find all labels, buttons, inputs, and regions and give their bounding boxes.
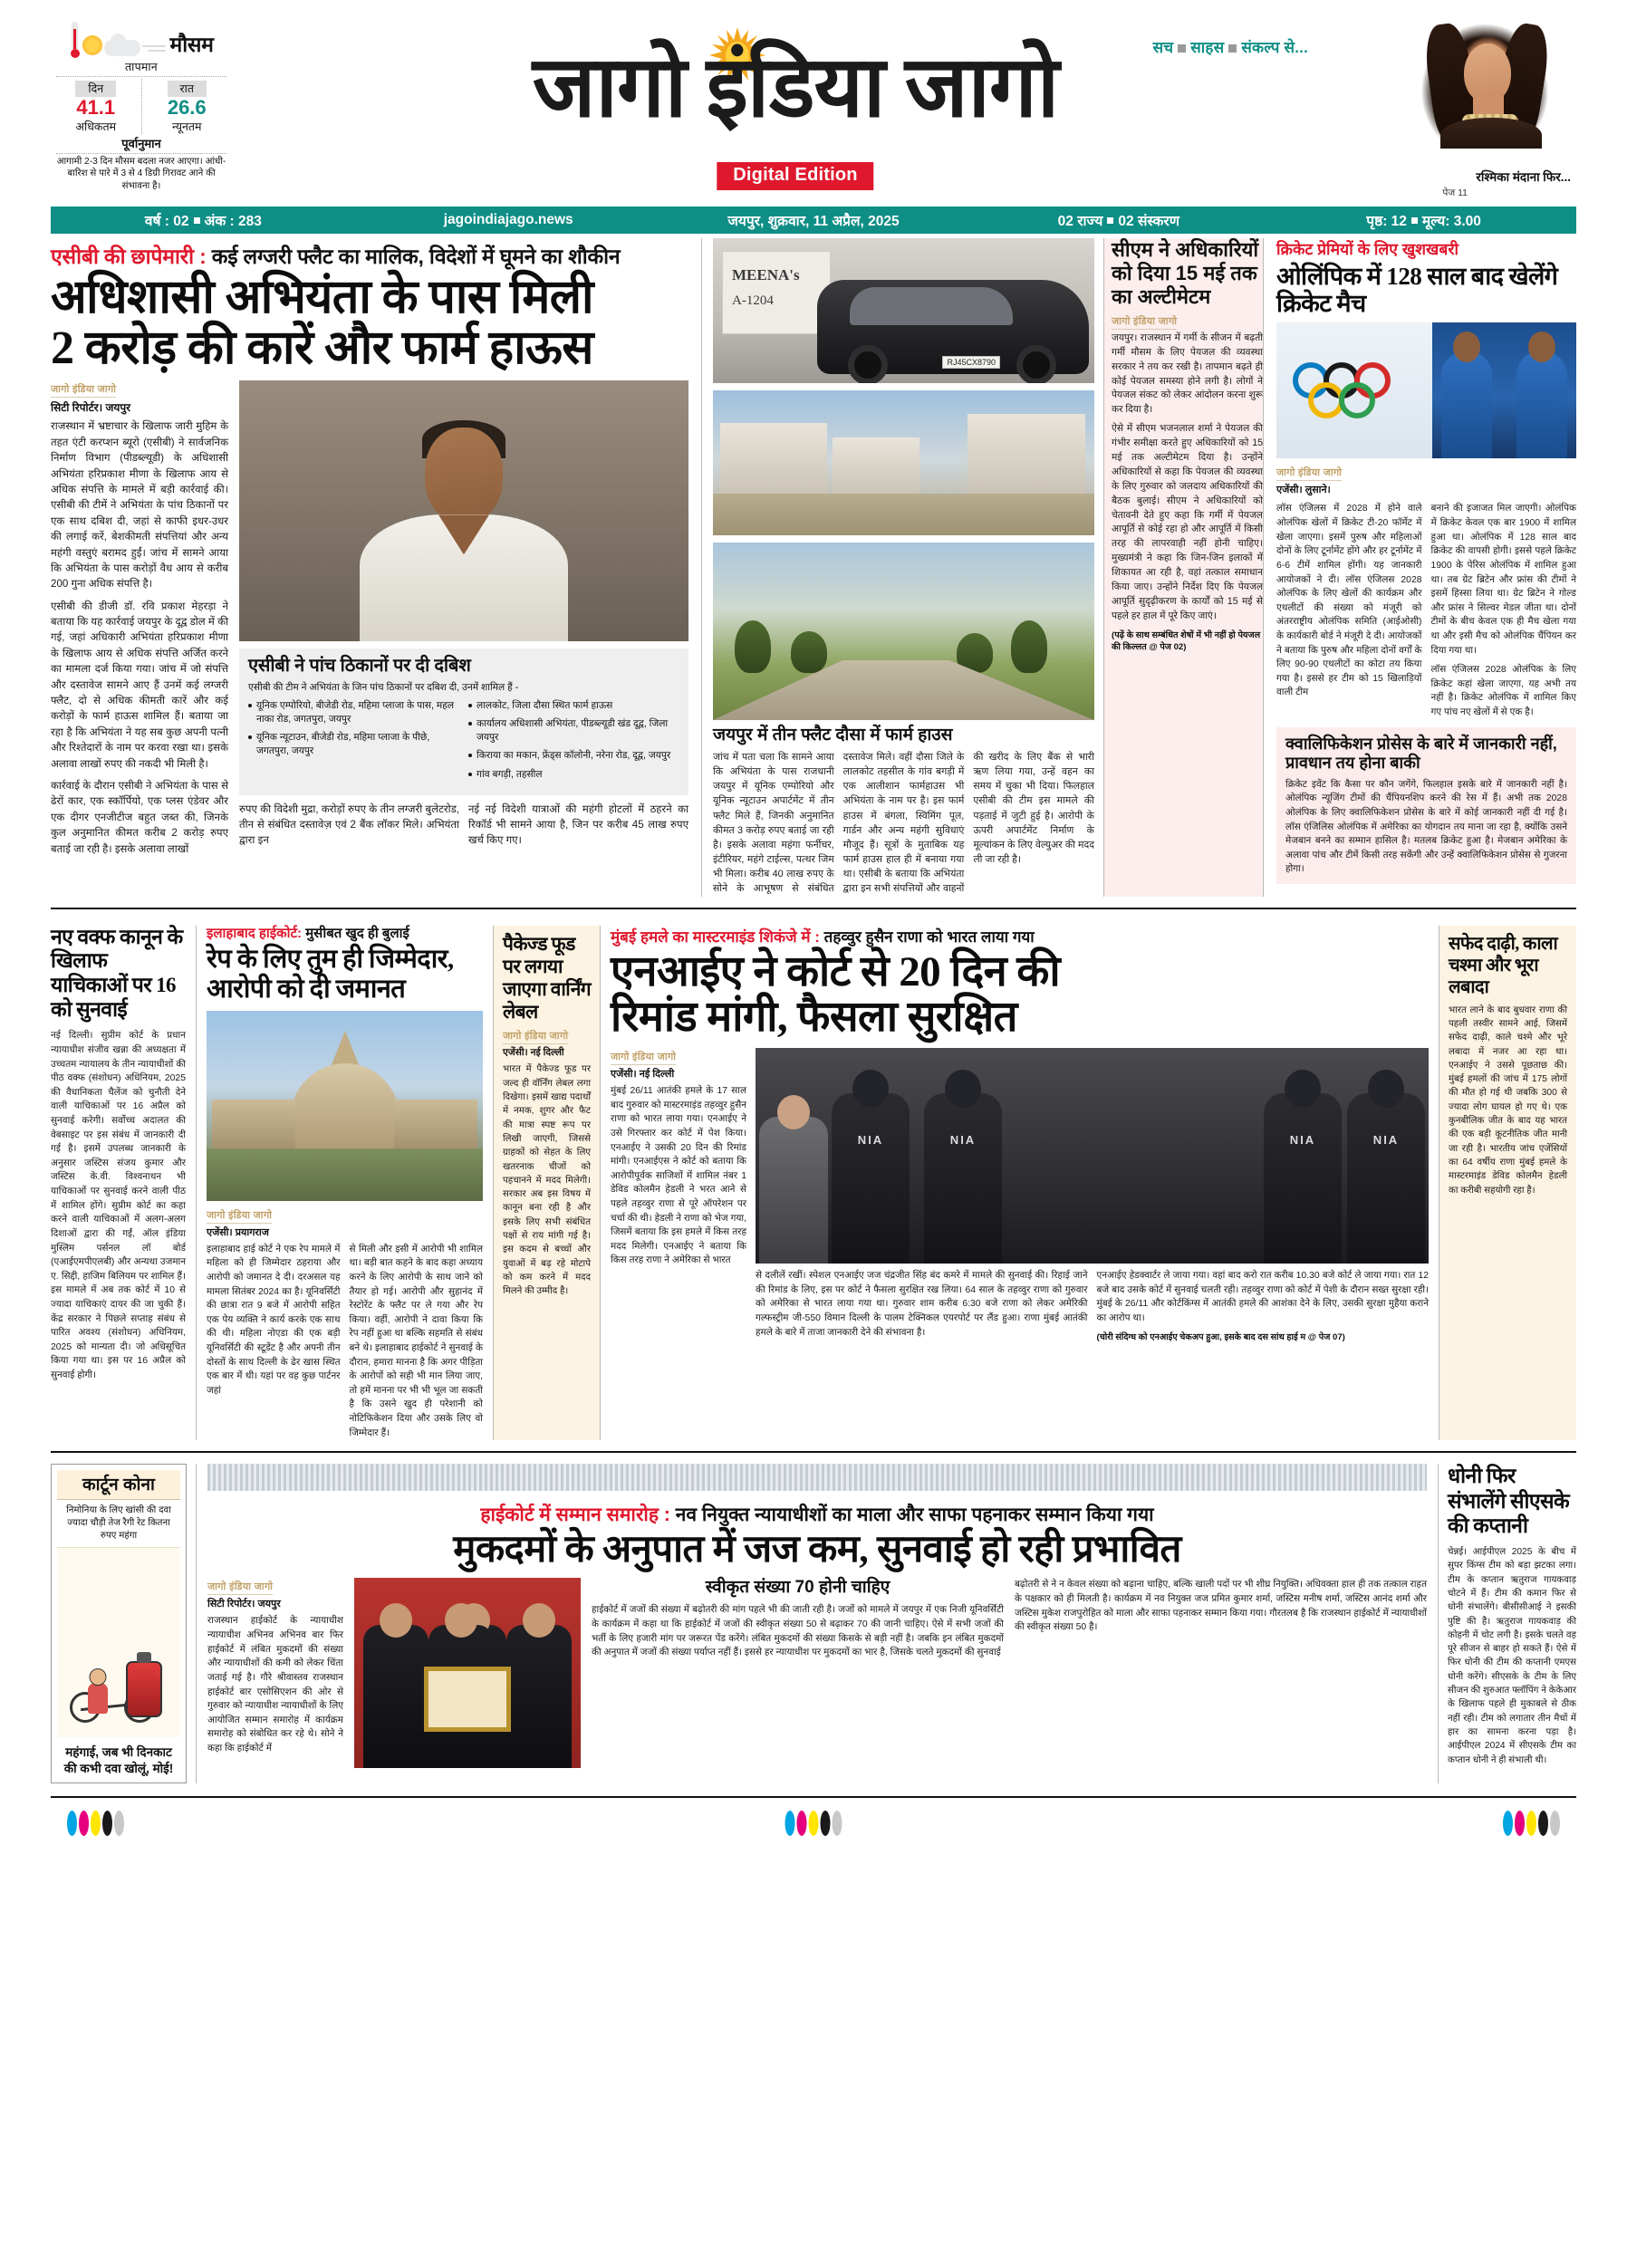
forecast-title: पूर्वानुमान xyxy=(121,136,161,150)
edition-info xyxy=(966,210,1271,230)
cartoon-section xyxy=(51,1464,196,1783)
page-title: जागो इंडिया जागो xyxy=(532,41,1059,135)
lead-paragraph-1: राजस्थान में भ्रष्टाचार के खिलाफ जारी मुहिम के तहत एंटी करप्शन ब्यूरो (एसीबी) ने सार्वजनिक निर्माण विभाग (पीडब्ल्यूडी) के अधिशासी अभियंता हरिप्रकाश मीणा के खिलाफ आय से अधिक संपत्ति के मामले में बड़ी कार्रवाई की। एसीबी की टीमें ने अभियंता के पांच ठिकानों पर एक साथ दबिश दी, जहां से काफी इधर-उधर की लगाई करें, बेशकीमती संपत्तियां और अन्य महंगी वस्तुएं बरामद हुईं। जांच में सामने आया कि अभियंता के पास करोड़ों वैध आय से करीब 200 गुना अधिक संपत्ति है। xyxy=(51,420,228,591)
lead-text-column xyxy=(51,380,228,857)
cyan-mark-icon xyxy=(67,1811,77,1836)
byline-brand: जागो इंडिया जागो xyxy=(503,1029,568,1044)
magenta-mark-icon xyxy=(1515,1811,1525,1836)
color-registration-marks-right xyxy=(1503,1811,1560,1836)
allahabad-headline: रेप के लिए तुम ही जिम्मेदार, आरोपी को दी जमानत xyxy=(207,944,454,1004)
celebrity-caption: रश्मिका मंदाना फिर... xyxy=(1476,170,1571,184)
gray-mark-icon xyxy=(114,1811,124,1836)
nia-kicker-highlight: मुंबई हमले का मास्टरमाइंड शिकंजे में : xyxy=(611,927,820,946)
honor-ceremony-photo xyxy=(354,1578,581,1768)
cartoon-caption: निमोनिया के लिए खांसी की दवा ज्यादा चौड़ी तेज रैगी रेट कितना रुपए महंगा xyxy=(66,1505,171,1541)
color-registration-marks-left xyxy=(67,1811,124,1836)
hc-kicker-highlight: हाईकोर्ट में सम्मान समारोह : xyxy=(480,1504,670,1526)
cm-headline: सीएम ने अधिकारियों को दिया 15 मई तक का अल्टीमेटम xyxy=(1112,238,1259,308)
raid-locations-box xyxy=(239,649,688,794)
temperature-label: तापमान xyxy=(125,61,158,73)
allahabad-kicker-text: मुसीबत खुद ही बुलाई xyxy=(305,925,409,941)
yellow-mark-icon xyxy=(809,1811,819,1836)
hc-kicker-text: नव नियुक्त न्यायाधीशों का माला और साफा पहनाकर सम्मान किया गया xyxy=(675,1504,1154,1526)
place-date: जयपुर, शुक्रवार, 11 अप्रैल, 2025 xyxy=(727,214,900,229)
nia-paragraph-2: से दलीलें रखीं। स्पेशल एनआईए जज चंद्रजीत सिंह बंद कमरे में मामले की सुनवाई की। रिहाई जाने की रिमांड के लिए, इस पर कोर्ट ने फैसला सुरक्षित रख लिया। 64 साल के तहव्वुर राणा को गुरुवार को अमेरिका से भारत लाया गया था। गुरुवार शाम करीब 6:30 बजे राणा को लेकर अमेरिकी गल्फस्ट्रीम जी-550 विमान दिल्ली के पालम टेक्निकल एयरपोर्ट पर लैंड हुआ। राणा मुंबई आतंकी हमले के बारे में ताजा जानकारी देने की संभावना है। xyxy=(756,1271,1088,1338)
official-photo xyxy=(239,380,688,641)
weather-title: मौसम xyxy=(169,33,214,56)
award-frame xyxy=(424,1667,511,1732)
rail-paragraph-3: लॉस एंजिलस 2028 ओलंपिक के लिए क्रिकेट कहां खेला जाएगा, यह अभी तय नहीं है। क्रिकेट ओलंपिक में शामिल किए गए पांच नए खेलों में से एक है। xyxy=(1430,665,1576,717)
rail-column-2 xyxy=(1431,502,1577,719)
night-sub-label: न्यूनतम xyxy=(172,120,202,133)
list-item: कार्यालय अधिशासी अभियंता, पीडब्ल्यूडी खंड दूद्व, जिला जयपुर xyxy=(468,717,679,745)
secondary-photo-group xyxy=(713,238,1094,897)
cartoon-rider xyxy=(88,1683,108,1714)
temperature-columns xyxy=(51,79,232,134)
farm-body-text: जांच में पता चला कि सामने आया कि अभियंता के पास राजधानी जयपुर में यूनिक एम्पोरियो और यूनिक न्यूटाउन अपार्टमेंट में तीन फ्लैट मिले हैं, जिनकी अनुमानित कीमत 3 करोड़ रुपए बताई जा रही है। इसके अलावा महंगा फर्नीचर, इंटीरियर, महंगे टाईल्स, पत्थर जिम भी मिला। करीब 40 लाख रुपए के सोने के आभूषण से संबंधित दस्तावेज मिले। वहीं दौसा जिले के लालकोट तहसील के गांव बगड़ी में एक आलीशान फार्महाउस भी अभियंता के नाम पर है। इस फार्म हाउस में बंगला, स्विमिंग पूल, गार्डन और अन्य महंगी सुविधाएं मौजूद हैं। सूत्रों के मुताबिक यह फार्म हाउस हाल ही में बनाया गया था। एसीबी के बताया कि अभियंता द्वारा इन सभी संपत्तियों और वाहनों की खरीद के लिए बैंक से भारी ऋण लिया गया, उन्हें वहन का समय में चुका भी दिया। फिलहाल एसीबी की टीम इस मामले की पड़ताई में जुटी हुई है। आरोपी के ऊपरी अपार्टमेंट निर्माण के मूल्यांकन के लिए वेल्युअर की मदद ली जा रही है। xyxy=(713,751,1094,895)
raid-list-column-2 xyxy=(468,699,679,785)
hc-content-row xyxy=(207,1578,1427,1768)
nia-byline: एजेंसी। नई दिल्ली xyxy=(611,1069,675,1081)
cm-ultimatum-column xyxy=(1103,238,1263,897)
night-label: रात xyxy=(168,81,207,97)
color-registration-marks-center xyxy=(785,1811,842,1836)
allahabad-paragraph-2: से मिली और इसी में आरोपी भी शामिल था। बड़ी बात कहने के बाद कहा अध्याय करने के लिए आरोपी के साथ जाने को तैयार हो गई। आरोपी और सुहानंद में रेस्टोरेंट के फ्लैट पर ले गया और रेप किया। वहीं, आरोपी ने दावा किया कि रेप नहीं हुआ था बल्कि सहमति से संबंध बने थे। इलाहाबाद हाईकोर्ट ने सुनवाई के दौरान, हमारा मानना है कि अगर पीड़िता के आरोपों को सही भी मान लिया जाए, तो हमें मानना पर भी भी भूल जा सकती है कि उसने खुद ही परेशानी को नोटिफिकेशन दिया और उसके लिए वो जिम्मेदार हैं। xyxy=(349,1244,483,1438)
lead-continuation-1: रुपए की विदेशी मुद्रा, करोड़ों रुपए के तीन लग्जरी बुलेटरोड, तीन से संबंधित दस्तावेज़ एवं 2 बैंक लॉकर मिले। अभियंता द्वारा इन xyxy=(239,802,459,847)
allahabad-kicker-highlight: इलाहाबाद हाईकोर्ट: xyxy=(207,925,303,941)
byline-brand: जागो इंडिया जागो xyxy=(207,1580,273,1595)
packaged-body: भारत में पैकेज्ड फूड पर जल्द ही वॉर्निंग लेबल लगा दिखेगा। इसमें खाद्य पदार्थों में नमक, शुगर और फैट की मात्रा स्पष्ट रूप पर लिखी जाएगी, जिससे ग्राहकों को सेहत के लिए खतरनाक चीजों को पहचानने में मदद मिलेगी। सरकार अब इस विषय में कानून बना रही है और इसके लिए सभी संबंधित पक्षों से राय मांगी गई है। इस कदम से बच्चों और युवाओं में बढ़ रहे मोटापे को कम करने में मदद मिलने की उम्मीद है। xyxy=(503,1064,591,1297)
lead-kicker-text: कई लग्जरी फ्लैट का मालिक, विदेशों में घूमने का शौकीन xyxy=(211,245,621,268)
nia-kicker-text: तहव्वुर हुसैन राणा को भारत लाया गया xyxy=(823,927,1035,946)
olympics-cricket-photo xyxy=(1276,322,1576,458)
hc-headline: मुकदमों के अनुपात में जज कम, सुनवाई हो रही प्रभावित xyxy=(453,1529,1181,1571)
allahabad-paragraph-1: इलाहाबाद हाई कोर्ट ने एक रेप मामले में महिला को ही जिम्मेदार ठहराया और आरोपी को जमानत दे दी। दरअसल यह मामला सितंबर 2024 का है। यूनिवर्सिटी की छात्रा रात 9 बजे में आरोपी सहित एक पेय व्यक्ति ने कार्य करके एक साथ की थी। महिला नोएडा की एक बड़ी यूनिवर्सिटी की स्टूडेंट है और अपनी तीन दोस्तों के साथ दिल्ली के ढेर खास स्थित एक बार में थी। यहां पर वह कुछ पार्टनर जहां xyxy=(207,1244,341,1396)
allahabad-story xyxy=(196,926,493,1441)
bottom-band xyxy=(51,1464,1576,1783)
raid-box-subtitle: एसीबी की टीम ने अभियंता के जिन पांच ठिकानों पर दबिश दी, उनमें शामिल हैं - xyxy=(248,681,519,693)
waqf-story xyxy=(51,926,196,1441)
divider xyxy=(56,153,226,154)
dhoni-body: चेन्नई। आईपीएल 2025 के बीच में सुपर किंग्स टीम को बड़ा झटका लगा। टीम के कप्तान ऋतुराज गायकवाड़ चोटने में हैं। टीम की कमान फिर से धोनी संभालेंगे। बीसीसीआई ने इसकी पुष्टि की है। ऋतुराज गायकवाड़ की कोहनी में चोट लगी है। इसके चलते वह पूरे सीजन से बाहर हो सकते हैं। ऐसे में फिर धोनी की टीम की कप्तानी एमएस धोनी करेंगे। सीएसके के टीम के लिए सीजन की शुरुआत फ्लॉपिंग ने केकेआर के खिलाफ पहले ही मुकाबले से ठीक नहीं रही। टीम को लगातार तीन मैचों में हार का सामना करना पड़ा है। आईपीएल 2024 में सीएसके टीम का कप्तान धोनी ने ही संभाली थी। xyxy=(1448,1547,1576,1765)
sign-unit-text: A-1204 xyxy=(732,293,774,308)
black-mark-icon xyxy=(1538,1811,1548,1836)
website-url[interactable]: jagoindiajago.news xyxy=(443,212,573,227)
tagline-part-3: संकल्प से... xyxy=(1241,39,1308,56)
lead-paragraph-3: कार्रवाई के दौरान एसीबी ने अभियंता के पास से ढेरों कार, एक स्कॉर्पियो, एक प्लस एंडेवर और एक दीगर एनजीटीज बहुत जब्त की, जिनके कुल अनुमानित कीमत करीब 2 करोड़ रुपए बताई जा रही है। इसके अलावा लाखों xyxy=(51,779,228,855)
hc-paragraph-1: राजस्थान हाईकोर्ट के न्यायाधीश न्यायाधीश अभिनव अभिनव बार फिर हाईकोर्ट में लंबित मुकदमों की संख्या और न्यायाधीशों की कमी को लेकर चिंता जताई गई है। गौरे श्रीवास्तव राजस्थान हाईकोर्ट बार एसोसिएशन की ओर से गुरुवार को न्यायाधीश न्यायाधीशों के लिए आयोजित सम्मान समारोह में कार्यक्रम समारोह को संबोधित कर रहे थे। सोने ने कहा कि हाईकोर्ट में xyxy=(207,1616,343,1754)
divider xyxy=(56,76,226,77)
allahabad-byline-block xyxy=(207,1206,483,1239)
raid-location-lists xyxy=(248,699,679,785)
day-temperature xyxy=(51,79,141,134)
yellow-mark-icon xyxy=(91,1811,101,1836)
hc-text-column xyxy=(207,1578,343,1768)
cartoon-artwork xyxy=(57,1547,180,1737)
nia-paragraph-3: एनआईए हेडक्वार्टर ले जाया गया। वहां बाद करो रात करीब 10.30 बजे कोर्ट ले जाया गया। रात 12 बजे बाद उसके कोर्ट में सुनवाई चलती रही। तहव्वुर राणा को कोर्ट में पेशी के दौरान सख्त सुरक्षा रही। मुंबई के 26/11 और कोर्टकिंग्स में आतंकी हमले की आशंका देने के लिए, उसकी सुरक्षा मुहैया कराने का आरोप था। xyxy=(1096,1271,1429,1323)
olympic-rings-icon xyxy=(1276,322,1432,458)
byline-brand: जागो इंडिया जागो xyxy=(1276,466,1342,481)
byline: सिटी रिपोर्टर। जयपुर xyxy=(51,401,131,415)
weather-icon-row xyxy=(51,18,232,58)
edition-info-bar xyxy=(51,207,1576,234)
night-value: 26.6 xyxy=(167,96,207,119)
right-rail xyxy=(1263,238,1576,897)
wind-icon xyxy=(142,43,166,54)
high-court-honor-story xyxy=(196,1464,1439,1783)
tagline-part-1: सच xyxy=(1152,39,1174,56)
page-footer xyxy=(51,1796,1576,1860)
hc-column-right xyxy=(1015,1578,1427,1768)
gas-cylinder-icon xyxy=(126,1661,162,1717)
qualification-box-title: क्वालिफिकेशन प्रोसेस के बारे में जानकारी नहीं, प्रावधान तय होना बाकी xyxy=(1285,734,1557,773)
high-court-photo xyxy=(207,1011,483,1201)
yellow-mark-icon xyxy=(1526,1811,1536,1836)
black-mark-icon xyxy=(102,1811,112,1836)
lead-continuation-2: नई नई विदेशी यात्राओं की महंगी होटलों में ठहरने का रिकॉर्ड भी सामने आया है, जिन पर करीब 45 लाख रुपए खर्च किए गए। xyxy=(468,802,688,847)
magenta-mark-icon xyxy=(79,1811,89,1836)
page-count: पृष्ठ: 12 xyxy=(1366,214,1407,229)
nia-text-column xyxy=(611,1048,746,1341)
digital-edition-badge: Digital Edition xyxy=(717,162,873,190)
cartoon-title: कार्टून कोना xyxy=(57,1470,180,1500)
list-item: यूनिक न्यूटाउन, बीजेडी रोड, महिमा प्लाजा के पीछे, जगतपुरा, जयपुर xyxy=(248,731,459,758)
square-bullet-icon xyxy=(194,217,200,224)
allahabad-kicker xyxy=(207,926,483,945)
masthead xyxy=(51,13,1576,205)
farm-house-photo xyxy=(713,543,1094,720)
lead-story xyxy=(51,238,701,897)
byline-brand: जागो इंडिया जागो xyxy=(51,382,116,398)
cartoon-speech-bubble: महंगाई, जब भी दिनकाट की कभी दवा खोलूं, मोई! xyxy=(63,1744,174,1775)
brand-block xyxy=(232,13,1359,205)
price: मूल्य: 3.00 xyxy=(1421,214,1481,229)
lead-paragraph-2: एसीबी की डीजी डॉ. रवि प्रकाश मेहरड़ा ने बताया कि यह कार्रवाई जयपुर के दूद्व डोल में की गई, जहां अधिकारी अभियंता हरिप्रकाश मीणा के खिलाफ आय से अधिक संपत्ति अर्जित करने का मामला दर्ज किया गया। जांच में जो संपत्ति और दस्तावेज सामने आए हैं उनमें कई लग्जरी फ्लैट, दो से अधिक कीमती कारें और कई करोड़ों के फार्म हाऊस शामिल हैं। बताया जा रहा है कि अभियंता ने यह सब कुछ अपनी पत्नी और रिश्तेदारों के नाम पर करवा रखा था। इसके अलावा लाखों रुपए की नकदी भी मिली है। xyxy=(51,600,228,770)
issue-number: अंक : 283 xyxy=(204,214,262,229)
black-mark-icon xyxy=(821,1811,831,1836)
hc-column-middle xyxy=(592,1578,1004,1768)
cyan-mark-icon xyxy=(1503,1811,1513,1836)
lead-secondary-column xyxy=(701,238,1263,897)
lead-headline-line-2: 2 करोड़ की कारें और फार्म हाऊस xyxy=(51,322,593,374)
forecast-text: आगामी 2-3 दिन मौसम बदला नजर आएगा। आंधी-बारिश से पारे में 3 से 4 डिग्री गिरावट आने की संभावना है। xyxy=(56,156,226,191)
lead-photo-column xyxy=(239,380,688,857)
dhoni-story xyxy=(1439,1464,1576,1783)
square-bullet-icon xyxy=(1107,217,1113,224)
edition-count: 02 संस्करण xyxy=(1118,214,1179,229)
square-bullet-icon xyxy=(1411,217,1418,224)
nia-headline-line-1: एनआईए ने कोर्ट से 20 दिन की xyxy=(611,947,1060,995)
car-number-plate: RJ45CX8790 xyxy=(942,356,1000,369)
waqf-headline: नए वक्फ कानून के खिलाफ याचिकाओं पर 16 को सुनवाई xyxy=(51,925,183,1021)
tagline-part-2: साहस xyxy=(1190,39,1225,56)
lead-body xyxy=(51,380,688,857)
states-count: 02 राज्य xyxy=(1057,214,1103,229)
car-photo xyxy=(713,238,1094,383)
nia-column-3 xyxy=(1097,1269,1430,1341)
nia-lower-columns xyxy=(756,1269,1429,1341)
weather-widget xyxy=(51,13,232,205)
cm-body: ऐसे में सीएम भजनलाल शर्मा ने पेयजल की गंभीर समीक्षा करते हुए अधिकारियों को 15 मई तक अल्टीमेटम दिया है। उन्होंने अधिकारियों से कहा कि पेयजल की व्यवस्था के लिए गुरुवार को जलदाय अधिकारियों की बैठक बुलाई। सीएम ने अधिकारियों को चेतावनी देते हुए कहा कि गर्मी में पेयजल आपूर्ति से कोई रहा हो और आपूर्ति में किसी तरह की लापरवाही नहीं होनी चाहिए। मुख्यमंत्री ने कहा कि जिन-जिन इलाकों में शिकायत आ रही है, वहां तत्काल समाधान किया जाए। उन्होंने निर्देश दिए कि पेयजल आपूर्ति सुदृढ़ीकरण के कार्यों को 15 मई से पहले हर हाल में पूरे किए जाएं। xyxy=(1112,423,1263,621)
waqf-body: नई दिल्ली। सुप्रीम कोर्ट के प्रधान न्यायाधीश संजीव खन्ना की अध्यक्षता में उच्चतम न्यायालय के तीन न्यायाधीशों की पीठ वक्फ (संशोधन) अधिनियम, 2025 की वैधानिकता चैलेंज को चुनौती देने वाली याचिकाओं पर 16 अप्रैल को सुनवाई करेगी। सर्वोच्च अदालत की वेबसाइट पर इस संबंध में जानकारी दी गई है। इसमें उपलब्ध जानकारी के अनुसार जस्टिस संजय कुमार और जस्टिस के.वी. विश्वनाथन भी याचिकाओं पर सुनवाई करने वाली पीठ में शामिल होंगे। सुप्रीम कोर्ट का कहा करने वाली याचिकाओं में अलग-अलग दिशाओं द्वारा की गईं, ऑल इंडिया मुस्लिम पर्सनल लॉ बोर्ड (एआईएमपीएलबी) और अन्यथा उजमान ए. सिद्दी, हाजिम बिलियम पर शामिल हैं। इस मामले में अब तक कोर्ट में 10 से ज्यादा याचिकाएं दायर की जा चुकी हैं। केंद्र सरकार ने पिछले सप्ताह संबंध से पारित अवश्य (संशोधन) अधिनियम, 2025 को मान्यता दी। जो अधिसूचित किया गया था। इस पर 16 अप्रैल को सुनवाई होगी। xyxy=(51,1031,186,1380)
thermometer-icon xyxy=(69,22,81,58)
raid-box-title: एसीबी ने पांच ठिकानों पर दी दबिश xyxy=(248,656,471,677)
nia-agents-photo: NIA NIA NIA NIA xyxy=(756,1048,1429,1264)
hc-paragraph-3: बढ़ोतरी से ने न केवल संख्या को बढ़ाना चाहिए, बल्कि खाली पदों पर भी शीघ्र नियुक्ति। अधिवक्ता हाल ही तक तत्काल राहत के पक्षकार को ही मिलती है। कार्यक्रम में नव नियुक्त जज प्रमित कुमार शर्मा, जस्टिस मनीष शर्मा, जस्टिस आनंद शर्मा और जस्टिस मुकेश राजपुरोहित को माला और साफा पहनाकर सम्मान किया गया। गौरतलब है कि राजस्थान हाईकोर्ट में न्यायाधीशों की स्वीकृत संख्या 50 है। xyxy=(1015,1580,1427,1633)
name-plate-sign xyxy=(722,251,831,334)
list-item: यूनिक एम्पोरियो, बीजेडी रोड, महिमा प्लाजा के पास, महल नाका रोड, जगतपुरा, जयपुर xyxy=(248,699,459,726)
allahabad-body-columns xyxy=(207,1243,483,1441)
night-temperature xyxy=(141,79,233,134)
rail-byline-block xyxy=(1276,464,1576,496)
rail-body-columns xyxy=(1276,502,1576,719)
allahabad-byline: एजेंसी। प्रयागराज xyxy=(207,1226,269,1238)
qualification-box xyxy=(1276,727,1576,884)
beard-body: भारत लाने के बाद बुधवार राणा की पहली तस्वीर सामने आई, जिसमें सफेद दाढ़ी, काले चश्मे और भूरे लबादा में नजर आ रहा था। एनआईए ने उससे पूछताछ की। मुंबई हमलों की जांच में 175 लोगों की मौत हो गई थी जबकि 300 से ज्यादा लोग घायल हो गए थे। एक कुनबीलिक जीत के बाद यह भारत की एक बड़ी कूटनीतिक जीत मानी जा रही है। भारतीय जांच एजेंसियों का 64 वर्षीय राणा मुंबई हमले के मास्टरमाइंड डेविड कोलमैन हेडली का करीबी सहयोगी रहा है। xyxy=(1449,1004,1567,1196)
secondary-photos-row xyxy=(713,238,1263,897)
cartoon-box xyxy=(51,1464,187,1783)
byline-brand: जागो इंडिया जागो xyxy=(207,1208,272,1224)
raid-list-column-1 xyxy=(248,699,459,785)
sign-brand-text: MEENA's xyxy=(732,266,800,284)
packaged-food-story xyxy=(493,926,600,1441)
nia-story xyxy=(600,926,1439,1441)
hc-photo-column xyxy=(354,1578,581,1768)
nia-kicker xyxy=(611,926,1429,949)
celebrity-promo[interactable] xyxy=(1359,13,1576,205)
hc-paragraph-2: हाईकोर्ट में जजों की संख्या में बढ़ोतरी की मांग पहले भी की जाती रही है। जजों को मामले में जयपुर में एक निजी यूनिवर्सिटी के कार्यक्रम में कहा था कि हाईकोर्ट में जजों की स्वीकृत संख्या 50 से बढ़ाकर 70 की जानी चाहिए। ऐसे में सभी जजों की भर्ती के लिए हजारी मांग पर जरूरत पेंड करेंगे। लंबित मुकदमों की संख्या किसके से बड़ी नहीं है। जबकि इन लंबित मुकदमों की अनुपात में जजों की संख्या पर्याप्त नहीं हैं। इससे हर न्यायाधीश पर मुकदमों का भार है, जिसके चलते मुकदमों की सुनवाई xyxy=(592,1605,1004,1658)
lead-kicker-highlight: एसीबी की छापेमारी : xyxy=(51,245,207,268)
byline-brand: जागो इंडिया जागो xyxy=(1112,314,1177,330)
day-sub-label: अधिकतम xyxy=(75,120,117,133)
hc-kicker xyxy=(207,1496,1427,1529)
gray-mark-icon xyxy=(833,1811,842,1836)
cm-page-ref: (पढ़ें के साथ सम्बंधित शेषों में भी नहीं हो पेयजल की किल्लत @ पेज 02) xyxy=(1112,629,1261,652)
nia-content-row xyxy=(611,1048,1429,1341)
celebrity-page-ref: पेज 11 xyxy=(1442,187,1468,198)
hc-byline: सिटी रिपोर्टर। जयपुर xyxy=(207,1599,281,1610)
cricketers-photo xyxy=(1432,322,1576,458)
volume-year: वर्ष : 02 xyxy=(144,214,189,229)
magenta-mark-icon xyxy=(797,1811,807,1836)
sun-icon xyxy=(82,35,102,55)
nia-page-ref: (चोरी संदिग्ध को एनआईए चेकअप हुआ, इसके बाद दस सांथ हाई म @ पेज 07) xyxy=(1096,1331,1345,1342)
beard-sidebar xyxy=(1439,926,1576,1441)
farm-caption: जयपुर में तीन फ्लैट दौसा में फार्म हाउस xyxy=(713,726,953,745)
dhoni-headline: धोनी फिर संभालेंगे सीएसके की कप्तानी xyxy=(1448,1465,1570,1538)
issue-info xyxy=(51,210,356,230)
cyan-mark-icon xyxy=(785,1811,795,1836)
nia-paragraph-1: मुंबई 26/11 आतंकी हमले के 17 साल बाद गुरुवार को मास्टरमाइंड तहव्वुर हुसैन राणा को भारत लाया गया। एनआईए ने उसे गिरफ्तार कर कोर्ट में पेश किया। एनआईए ने उसकी 20 दिन की रिमांड मांगी। एनआईएस ने कोर्ट को बताया कि आरोपीपूर्वक साजिशों में शामिल नंबर 1 डेविड कोलमैन हेडली ने भरत आने से पहले तहव्वुर राणा से पूरे ऑपरेशन पर चर्चा की थी। हेडली ने राणा को भेज गया, जिसमें बताया कि इस हमले में किस तरह मदद मिलेगी। एनआईए ने बताया कि किस तरह राणा ने अमेरिका से भारत xyxy=(611,1086,746,1266)
rail-kicker: क्रिकेट प्रेमियों के लिए खुशखबरी xyxy=(1276,240,1459,258)
rail-paragraph-1: लॉस एंजिलस में 2028 में होने वाले ओलंपिक खेलों में क्रिकेट टी-20 फॉर्मेट में खेला जाएगा। इसमें पुरुष और महिलाओं दोनों के लिए टूर्नामेंट होंगे और हर टूर्नामेंट में 6-6 टीमें शामिल होंगी। यह जानकारी आयोजकों ने दी। लॉस एंजिलस 2028 ओलंपिक के लिए खेलों की कार्यक्रम और एथलीटों की संख्या को मंजूरी को अंतरराष्ट्रीय ओलंपिक समिति (आईओसी) के कार्यकारी बोर्ड ने मंजूरी दे दी। आयोजकों ने बताया कि पुरुष और महिला दोनों वर्गों के लिए 90-90 एथलीटों का कोटा तय किया गया है। इससे हर टीम को 15 खिलाड़ियों वाली टीम xyxy=(1276,504,1422,698)
beard-headline: सफेद दाढ़ी, काला चश्मा और भूरा लबादा xyxy=(1449,933,1558,997)
packaged-headline: पैकेज्ड फूड पर लगया जाएगा वार्निंग लेबल xyxy=(503,932,591,1023)
byline-brand: जागो इंडिया जागो xyxy=(611,1050,676,1065)
rail-paragraph-2: बनाने की इजाजत मिल जाएगी। ओलंपिक में क्रिकेट केवल एक बार 1900 में शामिल हुआ था। ओलंपिक में 128 साल बाद क्रिकेट की वापसी होगी। इससे पहले क्रिकेट 1900 के पेरिस ओलंपिक में शामिल हुआ था। तब ग्रेट ब्रिटेन और फ्रांस की टीमों ने इसमें हिस्सा लिया था। ग्रेट ब्रिटेन ने गोल्ड और फ्रांस ने सिल्वर मेडल जीता था। दोनों टीमों के बीच केवल एक ही मैच खेला गया था और इसी मैच को ओलंपिक चैंपियन कर दिया गया था। xyxy=(1430,504,1576,656)
rail-headline: ओलिंपिक में 128 साल बाद खेलेंगे क्रिकेट मैच xyxy=(1276,263,1558,318)
list-item: किराया का मकान, फ्रेंड्स कॉलोनी, नरेना रोड, दूद्व, जयपुर xyxy=(468,749,679,763)
packaged-byline: एजेंसी। नई दिल्ली xyxy=(503,1047,564,1059)
decorative-hatch-bar xyxy=(207,1464,1427,1491)
nia-photo-column xyxy=(756,1048,1429,1341)
list-item: लालकोट, जिला दौसा स्थित फार्म हाऊस xyxy=(468,699,679,713)
lead-story-section xyxy=(51,238,1576,897)
middle-band xyxy=(51,918,1576,1441)
gray-mark-icon xyxy=(1550,1811,1560,1836)
pages-price xyxy=(1271,210,1576,230)
day-label: दिन xyxy=(75,81,116,97)
cm-byline: जयपुर। राजस्थान में गर्मी के सीजन में बढ़ती गर्मी मौसम के लिए पेयजल की व्यवस्था सरकार ने तय कर रखी है। तापमान बढ़ते ही कोई पेयजल समस्या होने लगी है। लोगों ने पेयजल संकट को लेकर आंदोलन करना शुरू कर दिया है। xyxy=(1112,332,1263,416)
rail-byline: एजेंसी। लुसाने। xyxy=(1276,485,1331,496)
cloud-icon xyxy=(104,40,140,56)
hc-subhead: स्वीकृत संख्या 70 होनी चाहिए xyxy=(705,1578,891,1598)
celebrity-photo xyxy=(1399,13,1571,149)
list-item: गांव बगड़ी, तहसील xyxy=(468,768,679,782)
lead-continuation xyxy=(239,802,688,849)
lead-headline-line-1: अधिशासी अभियंता के पास मिली xyxy=(51,272,593,324)
lead-kicker xyxy=(51,238,688,273)
day-value: 41.1 xyxy=(76,96,116,119)
qualification-box-text: क्रिकेट इवेंट कि कैसा पर कौन जगेंगे, फिलहाल इसके बारे में जानकारी नहीं है। ओलंपिक न्यूजिंग टीमों की चैंपियनशिप करने की रेस में हैं। अभी तक 2028 ओलंपिक के लिए क्वालिफिकेशन प्रोसेस के बारे में कोई जानकारी नहीं दी गई है। लॉस एंजिलिस ओलंपिक में अमेरिका का योगदान तय माना जा रहा है, क्योंकि उसने मेजबान बनने का सम्मान हासिल है। मतलब क्रिकेट हुआ है। मेजबान अमेरिका के अलावा पांच और टीमें किसी तरह सकेंगी और उन्हें क्वालिफिकेशन प्रोसेस से गुजरना होगा। xyxy=(1285,779,1567,875)
house-photo xyxy=(713,390,1094,535)
photo-row-top xyxy=(713,238,1094,383)
nia-headline-line-2: रिमांड मांगी, फैसला सुरक्षित xyxy=(611,994,1017,1042)
